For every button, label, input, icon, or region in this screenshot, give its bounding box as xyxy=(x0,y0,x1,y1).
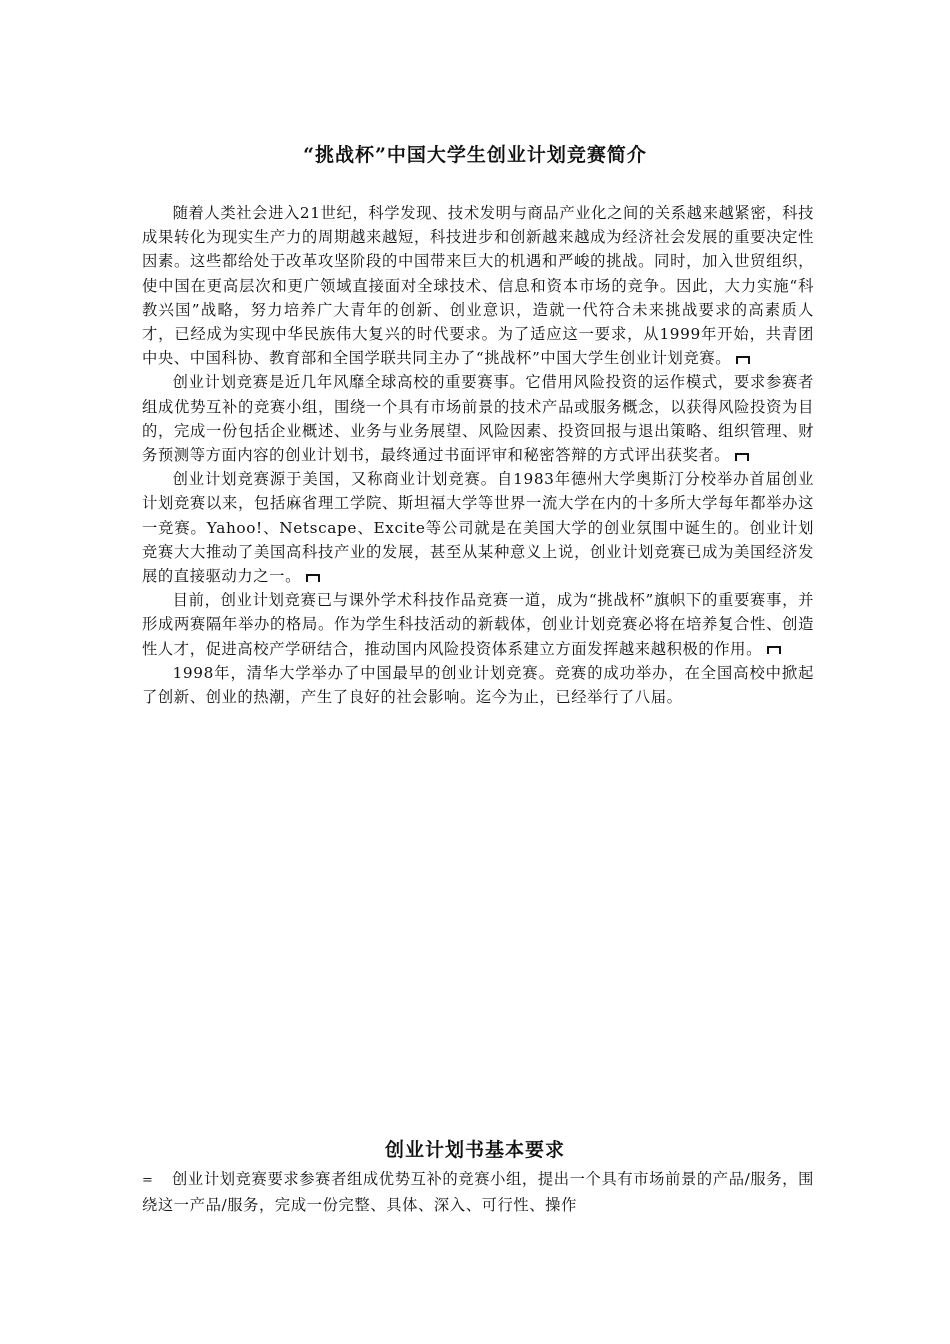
paragraph xyxy=(142,467,814,588)
intro-body xyxy=(142,201,814,709)
paragraph-text: 随着人类社会进入21世纪，科学发现、技术发明与商品产业化之间的关系越来越紧密，科技成果转化为现实生产力的周期越来越短，科技进步和创新越来越成为经济社会发展的重要决定性因素。这些都给处于改革攻坚阶段的中国带来巨大的机遇和严峻的挑战。同时，加入世贸组织，使中国在更高层次和更广领域直接面对全球技术、信息和资本市场的竞争。因此，大力实施“科教兴国”战略，努力培养广大青年的创新、创业意识，造就一代符合未来挑战要求的高素质人才，已经成为实现中华民族伟大复兴的时代要求。为了适应这一要求，从1999年开始，共青团中央、中国科协、教育部和全国学联共同主办了“挑战杯”中国大学生创业计划竞赛。 xyxy=(142,204,814,368)
paragraph xyxy=(142,201,814,370)
paragraph-return-icon xyxy=(734,355,752,364)
paragraph-text: 目前，创业计划竞赛已与课外学术科技作品竞赛一道，成为“挑战杯”旗帜下的重要赛事，并形成两赛隔年举办的格局。作为学生科技活动的新载体，创业计划竞赛必将在培养复合性、创造性人才，促进高校产学研结合，推动国内风险投资体系建立方面发挥越来越积极的作用。 xyxy=(142,591,814,658)
paragraph xyxy=(142,661,814,709)
paragraph-return-icon xyxy=(765,645,783,654)
paragraph-text: 创业计划竞赛要求参赛者组成优势互补的竞赛小组，提出一个具有市场前景的产品/服务，围绕这一产品/服务，完成一份完整、具体、深入、可行性、操作 xyxy=(142,1170,814,1215)
list-marker-icon: = xyxy=(142,1173,154,1188)
section-title-intro: “挑战杯”中国大学生创业计划竞赛简介 xyxy=(303,144,647,166)
paragraph-text: 创业计划竞赛源于美国，又称商业计划竞赛。自1983年德州大学奥斯汀分校举办首届创业计划竞赛以来，包括麻省理工学院、斯坦福大学等世界一流大学在内的十多所大学每年都举办这一竞赛。Yahoo!、Netscape、Excite等公司就是在美国大学的创业氛围中诞生的。创业计划竞赛大大推动了美国高科技产业的发展，甚至从某种意义上说，创业计划竞赛已成为美国经济发展的直接驱动力之一。 xyxy=(142,470,814,586)
paragraph xyxy=(142,370,814,467)
paragraph xyxy=(142,1167,814,1217)
paragraph-text: 创业计划竞赛是近几年风靡全球高校的重要赛事。它借用风险投资的运作模式，要求参赛者组成优势互补的竞赛小组，围绕一个具有市场前景的技术产品或服务概念，以获得风险投资为目的，完成一份包括企业概述、业务与业务展望、风险因素、投资回报与退出策略、组织管理、财务预测等方面内容的创业计划书，最终通过书面评审和秘密答辩的方式评出获奖者。 xyxy=(142,373,814,465)
paragraph xyxy=(142,588,814,661)
paragraph-text: 1998年，清华大学举办了中国最早的创业计划竞赛。竞赛的成功举办，在全国高校中掀起了创新、创业的热潮，产生了良好的社会影响。迄今为止，已经举行了八届。 xyxy=(142,663,814,707)
paragraph-return-icon xyxy=(733,452,751,461)
paragraph-return-icon xyxy=(304,573,322,582)
section-title-requirements: 创业计划书基本要求 xyxy=(384,1139,565,1161)
requirements-body xyxy=(142,1167,814,1217)
